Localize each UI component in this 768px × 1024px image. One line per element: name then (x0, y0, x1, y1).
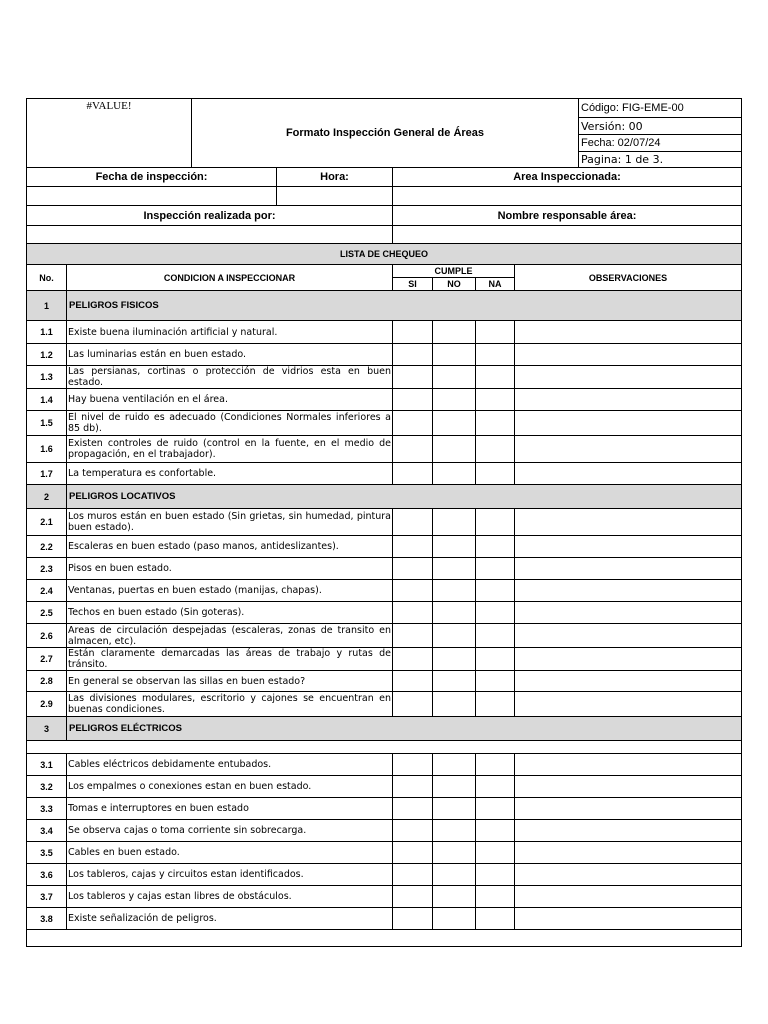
si-checkbox-cell[interactable] (393, 648, 433, 671)
checklist-row (27, 344, 742, 366)
item-condition: El nivel de ruido es adecuado (Condiciones Normales inferiores a 85 db). (68, 412, 391, 434)
item-condition: La temperatura es confortable. (67, 463, 393, 485)
item-condition: Cables eléctricos debidamente entubados. (67, 754, 393, 776)
no-checkbox-cell[interactable] (433, 624, 476, 648)
checklist-title: LISTA DE CHEQUEO (27, 244, 742, 265)
observations-cell[interactable] (515, 798, 742, 820)
checklist-row (27, 509, 742, 536)
col-cumple-header: CUMPLE (393, 265, 515, 278)
item-number: 3.1 (27, 754, 67, 776)
item-number: 3.4 (27, 820, 67, 842)
item-condition: Ventanas, puertas en buen estado (manijas, chapas). (67, 580, 393, 602)
checklist-row (27, 536, 742, 558)
item-condition: Se observa cajas o toma corriente sin sobrecarga. (67, 820, 393, 842)
section-row (27, 485, 742, 509)
logo-cell: #VALUE! (27, 99, 192, 168)
no-checkbox-cell[interactable] (433, 436, 476, 463)
item-number: 1.1 (27, 321, 67, 344)
observations-cell[interactable] (515, 842, 742, 864)
item-condition: Escaleras en buen estado (paso manos, antideslizantes). (67, 536, 393, 558)
item-number: 2.9 (27, 692, 67, 717)
na-checkbox-cell[interactable] (476, 624, 515, 648)
checklist-row (27, 624, 742, 648)
item-number: 2.6 (27, 624, 67, 648)
col-condition-header: CONDICION A INSPECCIONAR (67, 265, 393, 291)
area-label: Area Inspeccionada: (393, 168, 742, 187)
si-checkbox-cell[interactable] (393, 908, 433, 930)
si-checkbox-cell[interactable] (393, 463, 433, 485)
item-number: 3.5 (27, 842, 67, 864)
checklist-row (27, 908, 742, 930)
trailing-row (27, 930, 742, 947)
na-checkbox-cell[interactable] (476, 558, 515, 580)
no-checkbox-cell[interactable] (433, 389, 476, 411)
si-checkbox-cell[interactable] (393, 558, 433, 580)
page-title: Formato Inspección General de Áreas (192, 99, 579, 168)
si-checkbox-cell[interactable] (393, 864, 433, 886)
si-checkbox-cell[interactable] (393, 509, 433, 536)
item-number: 2.2 (27, 536, 67, 558)
checklist-row (27, 886, 742, 908)
observations-cell[interactable] (515, 509, 742, 536)
item-condition: Pisos en buen estado. (67, 558, 393, 580)
checklist-table (26, 243, 742, 947)
observations-cell[interactable] (515, 463, 742, 485)
no-checkbox-cell[interactable] (433, 776, 476, 798)
item-number: 2.5 (27, 602, 67, 624)
observations-cell[interactable] (515, 624, 742, 648)
item-number: 3.6 (27, 864, 67, 886)
item-condition: Hay buena ventilación en el área. (67, 389, 393, 411)
item-condition: Las luminarias están en buen estado. (67, 344, 393, 366)
na-checkbox-cell[interactable] (476, 671, 515, 692)
col-observations-header: OBSERVACIONES (515, 265, 742, 291)
no-checkbox-cell[interactable] (433, 463, 476, 485)
na-checkbox-cell[interactable] (476, 602, 515, 624)
section-row (27, 717, 742, 741)
si-checkbox-cell[interactable] (393, 624, 433, 648)
checklist-row (27, 776, 742, 798)
observations-cell[interactable] (515, 692, 742, 717)
col-si-header: SI (393, 278, 433, 291)
si-checkbox-cell[interactable] (393, 776, 433, 798)
item-condition: Los tableros, cajas y circuitos estan identificados. (67, 864, 393, 886)
responsible-field[interactable] (393, 226, 742, 244)
no-checkbox-cell[interactable] (433, 692, 476, 717)
item-condition: Los empalmes o conexiones estan en buen estado. (67, 776, 393, 798)
section-name: PELIGROS ELÉCTRICOS (67, 717, 742, 741)
checklist-row (27, 580, 742, 602)
na-checkbox-cell[interactable] (476, 908, 515, 930)
na-checkbox-cell[interactable] (476, 321, 515, 344)
checklist-row (27, 366, 742, 389)
no-checkbox-cell[interactable] (433, 602, 476, 624)
item-number: 1.7 (27, 463, 67, 485)
observations-cell[interactable] (515, 580, 742, 602)
observations-cell[interactable] (515, 671, 742, 692)
item-condition: Techos en buen estado (Sin goteras). (67, 602, 393, 624)
item-number: 1.6 (27, 436, 67, 463)
time-label: Hora: (277, 168, 393, 187)
observations-cell[interactable] (515, 558, 742, 580)
inspection-date-field[interactable] (27, 187, 277, 206)
na-checkbox-cell[interactable] (476, 692, 515, 717)
no-checkbox-cell[interactable] (433, 886, 476, 908)
si-checkbox-cell[interactable] (393, 389, 433, 411)
item-condition: En general se observan las sillas en buen estado? (67, 671, 393, 692)
na-checkbox-cell[interactable] (476, 648, 515, 671)
no-checkbox-cell[interactable] (433, 536, 476, 558)
section-number: 2 (27, 485, 67, 509)
na-checkbox-cell[interactable] (476, 798, 515, 820)
item-condition: Tomas e interruptores en buen estado (67, 798, 393, 820)
item-condition: Existe señalización de peligros. (67, 908, 393, 930)
item-number: 3.2 (27, 776, 67, 798)
item-condition: Los tableros y cajas estan libres de obstáculos. (67, 886, 393, 908)
si-checkbox-cell[interactable] (393, 798, 433, 820)
section-name: PELIGROS FISICOS (67, 291, 742, 321)
item-condition: Los muros están en buen estado (Sin grietas, sin humedad, pintura buen estado). (67, 509, 393, 536)
observations-cell[interactable] (515, 411, 742, 436)
checklist-row (27, 798, 742, 820)
checklist-row (27, 411, 742, 436)
checklist-row (27, 389, 742, 411)
si-checkbox-cell[interactable] (393, 366, 433, 389)
checklist-row (27, 463, 742, 485)
observations-cell[interactable] (515, 436, 742, 463)
item-number: 2.3 (27, 558, 67, 580)
inspection-people (26, 205, 742, 244)
na-checkbox-cell[interactable] (476, 344, 515, 366)
section-number: 1 (27, 291, 67, 321)
checklist-row (27, 864, 742, 886)
si-checkbox-cell[interactable] (393, 671, 433, 692)
no-checkbox-cell[interactable] (433, 798, 476, 820)
checklist-row (27, 648, 742, 671)
no-checkbox-cell[interactable] (433, 558, 476, 580)
item-condition: Existen controles de ruido (control en la fuente, en el medio de propagación, en el trabajador). (67, 436, 393, 463)
si-checkbox-cell[interactable] (393, 886, 433, 908)
section-row (27, 291, 742, 321)
si-checkbox-cell[interactable] (393, 580, 433, 602)
checklist-row (27, 754, 742, 776)
no-checkbox-cell[interactable] (433, 842, 476, 864)
inspected-by-field[interactable] (27, 226, 393, 244)
responsible-label: Nombre responsable área: (393, 206, 742, 226)
observations-cell[interactable] (515, 886, 742, 908)
checklist-row (27, 558, 742, 580)
observations-cell[interactable] (515, 754, 742, 776)
si-checkbox-cell[interactable] (393, 820, 433, 842)
form-header (26, 98, 742, 168)
col-no-answer-header: NO (433, 278, 476, 291)
observations-cell[interactable] (515, 602, 742, 624)
na-checkbox-cell[interactable] (476, 366, 515, 389)
no-checkbox-cell[interactable] (433, 671, 476, 692)
no-checkbox-cell[interactable] (433, 648, 476, 671)
item-number: 1.4 (27, 389, 67, 411)
document-version: Versión: 00 (579, 118, 742, 135)
no-checkbox-cell[interactable] (433, 864, 476, 886)
document-code: Código: FIG-EME-00 (579, 99, 742, 118)
inspection-info (26, 167, 742, 206)
item-number: 3.3 (27, 798, 67, 820)
observations-cell[interactable] (515, 366, 742, 389)
na-checkbox-cell[interactable] (476, 820, 515, 842)
item-number: 3.7 (27, 886, 67, 908)
area-field[interactable] (393, 187, 742, 206)
no-checkbox-cell[interactable] (433, 366, 476, 389)
trailing-cell (27, 930, 742, 947)
col-no-header: No. (27, 265, 67, 291)
page-number: Pagina: 1 de 3. (579, 152, 742, 168)
observations-cell[interactable] (515, 776, 742, 798)
no-checkbox-cell[interactable] (433, 344, 476, 366)
item-number: 1.3 (27, 366, 67, 389)
observations-cell[interactable] (515, 321, 742, 344)
item-number: 1.5 (27, 411, 67, 436)
si-checkbox-cell[interactable] (393, 436, 433, 463)
si-checkbox-cell[interactable] (393, 536, 433, 558)
observations-cell[interactable] (515, 344, 742, 366)
si-checkbox-cell[interactable] (393, 411, 433, 436)
col-na-header: NA (476, 278, 515, 291)
na-checkbox-cell[interactable] (476, 436, 515, 463)
inspected-by-label: Inspección realizada por: (27, 206, 393, 226)
no-checkbox-cell[interactable] (433, 321, 476, 344)
spacer-cell (27, 741, 742, 754)
si-checkbox-cell[interactable] (393, 344, 433, 366)
na-checkbox-cell[interactable] (476, 389, 515, 411)
si-checkbox-cell[interactable] (393, 692, 433, 717)
item-condition: Areas de circulación despejadas (escaleras, zonas de transito en almacen, etc). (68, 624, 391, 647)
observations-cell[interactable] (515, 536, 742, 558)
checklist-row (27, 436, 742, 463)
checklist-row (27, 671, 742, 692)
item-number: 2.1 (27, 509, 67, 536)
no-checkbox-cell[interactable] (433, 509, 476, 536)
observations-cell[interactable] (515, 820, 742, 842)
si-checkbox-cell[interactable] (393, 602, 433, 624)
si-checkbox-cell[interactable] (393, 321, 433, 344)
na-checkbox-cell[interactable] (476, 580, 515, 602)
observations-cell[interactable] (515, 389, 742, 411)
observations-cell[interactable] (515, 648, 742, 671)
document-date: Fecha: 02/07/24 (579, 135, 742, 152)
section-name: PELIGROS LOCATIVOS (67, 485, 742, 509)
checklist-row (27, 321, 742, 344)
item-condition: Están claramente demarcadas las áreas de trabajo y rutas de tránsito. (68, 648, 391, 670)
si-checkbox-cell[interactable] (393, 754, 433, 776)
time-field[interactable] (277, 187, 393, 206)
na-checkbox-cell[interactable] (476, 886, 515, 908)
inspection-date-label: Fecha de inspección: (27, 168, 277, 187)
section-number: 3 (27, 717, 67, 741)
na-checkbox-cell[interactable] (476, 411, 515, 436)
inspection-form (26, 98, 741, 947)
item-condition: Las divisiones modulares, escritorio y cajones se encuentran en buenas condiciones. (68, 693, 391, 715)
na-checkbox-cell[interactable] (476, 776, 515, 798)
na-checkbox-cell[interactable] (476, 509, 515, 536)
no-checkbox-cell[interactable] (433, 820, 476, 842)
item-condition: Existe buena iluminación artificial y natural. (67, 321, 393, 344)
checklist-row (27, 842, 742, 864)
item-number: 2.7 (27, 648, 67, 671)
observations-cell[interactable] (515, 908, 742, 930)
item-number: 2.4 (27, 580, 67, 602)
spacer-row (27, 741, 742, 754)
item-number: 2.8 (27, 671, 67, 692)
na-checkbox-cell[interactable] (476, 842, 515, 864)
na-checkbox-cell[interactable] (476, 754, 515, 776)
no-checkbox-cell[interactable] (433, 580, 476, 602)
na-checkbox-cell[interactable] (476, 463, 515, 485)
no-checkbox-cell[interactable] (433, 411, 476, 436)
item-condition: Las persianas, cortinas o protección de vidrios esta en buen estado. (68, 366, 391, 388)
si-checkbox-cell[interactable] (393, 842, 433, 864)
checklist-row (27, 602, 742, 624)
checklist-row (27, 820, 742, 842)
checklist-row (27, 692, 742, 717)
item-number: 1.2 (27, 344, 67, 366)
na-checkbox-cell[interactable] (476, 536, 515, 558)
observations-cell[interactable] (515, 864, 742, 886)
no-checkbox-cell[interactable] (433, 754, 476, 776)
item-number: 3.8 (27, 908, 67, 930)
na-checkbox-cell[interactable] (476, 864, 515, 886)
item-condition: Cables en buen estado. (67, 842, 393, 864)
no-checkbox-cell[interactable] (433, 908, 476, 930)
